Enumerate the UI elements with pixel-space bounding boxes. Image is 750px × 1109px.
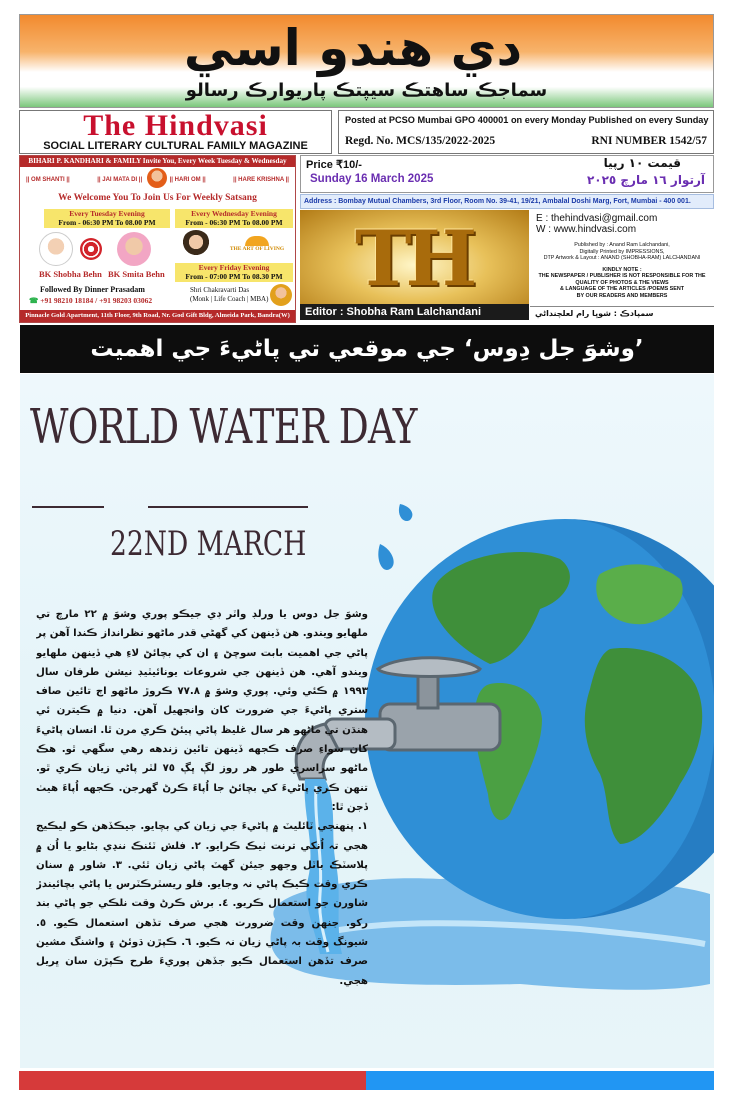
footer-bar-red	[19, 1071, 366, 1090]
friday-time: From - 07:00 PM To 08.30 PM	[185, 272, 283, 281]
registration-row	[345, 135, 707, 147]
disclaimer-heading: KINDLY NOTE :	[602, 266, 642, 273]
monogram-logo: TH	[354, 214, 472, 303]
speaker-1-name: BK Shobha Behn	[39, 269, 102, 279]
phone-numbers	[29, 296, 152, 305]
article-paragraph: وشوَ جل دوس يا ورلڊ واٽر ڊي جيڪو پوري وشوَ ۾ ٢٢ مارچ تي ملهايو ويندو. هن ڏينهن کي گهڻي قدر ماڻهو نظرانداز ڪندا آهن پر پاڻي جي اهميت بابت سوچڻ ۽ ان کي بچائڻ لاءِ هي ڏينهن ملهايو ويندو آهي. هن ڏينهن جي شروعات يونائيٽيڊ نيشن طرفان سال ١٩٩٣ ۾ ڪئي وئي. پوري وشوَ ۾ ٧٧.٨ ڪروڙ ماڻهو اڄ تائين صاف ستري پاڻيءَ جي ضرورت کان وانجهيل آهن. دنيا ۾ ڪيترن ئي هنڌن تي ماڻهو هر سال غليظ پاڻي پيئڻ ڪري مرن ٿا. انسان پاڻيءَ کان سواءِ صرف ڪجهه ڏينهن تائين زندهه رهي سگهي ٿو. هڪ ماڻهو سراسري طور هر روز لڳ ڀڳ ٧٥ لٽر پاڻي زيان ڪري ٿو. تنهن ڪري پاڻيءَ کي بچائڻ جا اُپاءَ ڪرڻ گهرجن. ڪجهه اُپاءَ هيٺ ڏجن ٿا:	[36, 609, 368, 813]
brahma-kumaris-logo-icon	[80, 238, 102, 260]
postal-info	[338, 110, 714, 154]
disclaimer-line: THE NEWSPAPER / PUBLISHER IS NOT RESPONSIBLE FOR THE	[538, 273, 706, 279]
guest-name: Shri Chakravarti Das	[190, 286, 250, 294]
tuesday-time: From - 06:30 PM To 08.00 PM	[58, 218, 156, 227]
office-address: Address : Bombay Mutual Chambers, 3rd Floor, Room No. 39-41, 19/21, Ambalal Doshi Marg, Fort, Mumbai - 400 001.	[300, 194, 714, 209]
contact-website[interactable]: W : www.hindvasi.com	[536, 224, 637, 235]
rni-number: RNI NUMBER 1542/57	[591, 135, 707, 147]
publishing-credits	[530, 242, 714, 262]
article-paragraph: ١. پنهنجي ٽائليٽ ۾ پاڻيءَ جي زيان کي بچايو. جيڪڏهن ڪو ليڪيج هجي تہ اُنکي ترنت ٺيڪ ڪرايو. ٢. فلش ٽئنڪ ننڍي بڻايو يا اُن ۾ پلاسٽڪ باٽل وجهو جيئن گهٽ پاڻي زيان ٿئي. ٣. شاور ۾ سنان ڪري وقت ڪيڪ پاڻي نہ وجايو. فلو ريسٽرڪٽرس يا پاڻي بچائيندڙ شاورن جو استعمال ڪريو. ٤. برش ڪرڻ وقت نلڪي جو پاڻي بند رکو. جنهن وقت ضرورت هجي صرف تڏهن استعمال ڪيو. ٥. شيونگ وقت بہ پاڻي زيان نہ ڪيو. ٦. ڪپڙن ڌوئڻ ۽ واشنگ مشين صرف تڏهن استعمال ڪيو جڏهن پوريءَ طرح ڪپڙن سان ڀريل هجي.	[36, 821, 368, 987]
chant-item: || HARI OM ||	[169, 177, 206, 183]
title-divider	[148, 506, 308, 508]
dinner-note: Followed By Dinner Prasadam	[40, 285, 145, 294]
wednesday-schedule	[175, 209, 293, 228]
chant-item: || OM SHANTI ||	[26, 177, 70, 183]
article-body	[36, 605, 368, 1065]
published-by: Published by : Anand Ram Lalchandani,	[574, 242, 670, 248]
disclaimer-line: & LANGUAGE OF THE ARTICLES /POEMS SENT	[559, 286, 685, 292]
disclaimer	[530, 267, 714, 300]
art-of-living-label: THE ART OF LIVING	[229, 246, 285, 252]
contact-block	[530, 210, 714, 320]
globe-drip	[399, 504, 412, 521]
speaker-2-name: BK Smita Behn	[108, 269, 165, 279]
footer-bar-blue	[366, 1071, 714, 1090]
masthead-title: دي هندو اسي	[183, 19, 523, 77]
wednesday-title: Every Wednesday Evening	[191, 209, 277, 218]
dtp-credit: DTP Artwork & Layout : ANAND (SHOBHA-RAM) LALCHANDANI	[543, 255, 701, 261]
price-english: Price ₹10/-	[306, 159, 362, 171]
friday-schedule	[175, 263, 293, 282]
posted-line: Posted at PCSO Mumbai GPO 400001 on every Monday Published on every Sunday	[345, 115, 709, 125]
brand-tagline: SOCIAL LITERARY CULTURAL FAMILY MAGAZINE	[43, 140, 308, 152]
speaker-1-photo	[39, 232, 73, 266]
issue-info	[300, 155, 714, 193]
art-of-living-logo	[224, 236, 290, 256]
phone-text: +91 98210 18184 / +91 98203 03062	[40, 296, 153, 305]
magazine-logo	[300, 210, 529, 320]
registration-number: Regd. No. MCS/135/2022-2025	[345, 135, 496, 147]
guru-avatar	[147, 168, 167, 188]
contact-email[interactable]: E : thehindvasi@gmail.com	[536, 213, 658, 224]
poster-title: WORLD WATER DAY	[30, 399, 417, 455]
guest-photo	[270, 284, 292, 306]
disclaimer-line: QUALITY OF PHOTOS & THE VIEWS	[575, 279, 669, 286]
title-divider	[32, 506, 104, 508]
wednesday-time: From - 06:30 PM To 08.00 PM	[185, 218, 283, 227]
speaker-2-photo	[117, 232, 151, 266]
disclaimer-line: BY OUR READERS AND MEMBERS	[576, 292, 668, 299]
tap-body	[380, 704, 500, 750]
whatsapp-icon: ☎	[29, 296, 39, 305]
tuesday-title: Every Tuesday Evening	[69, 209, 145, 218]
chant-item: || JAI MATA DI ||	[97, 177, 143, 183]
masthead	[19, 14, 714, 108]
sun-icon	[245, 236, 269, 246]
tap-stem	[418, 674, 438, 708]
satsang-welcome: We Welcome You To Join Us For Weekly Satsang	[58, 193, 257, 203]
tuesday-schedule	[44, 209, 170, 228]
brand-name: The Hindvasi	[83, 109, 268, 142]
editor-credit-sindhi: سمپادڪ : شوڀا رام لعلچنداڻي	[530, 306, 714, 320]
date-english: Sunday 16 March 2025	[310, 173, 434, 185]
satsang-address: Pinnacle Gold Apartment, 11th Floor, 9th Road, Nr. God Gift Bldg, Almeida Park, Bandra(W)	[20, 310, 295, 322]
masthead-subtitle: سماجڪ ساهتڪ سيپتڪ پاريوارڪ رسالو	[185, 80, 548, 101]
printed-by: Digitally Printed by IMPRESSIONS,	[579, 248, 665, 255]
satsang-advertisement	[19, 155, 296, 323]
date-sindhi: آرتوار ١٦ مارچ ٢٠٢٥	[586, 173, 705, 187]
friday-title: Every Friday Evening	[198, 263, 270, 272]
satsang-header: BIHARI P. KANDHARI & FAMILY Invite You, Every Week Tuesday & Wednesday	[20, 156, 295, 167]
guru-photo	[181, 230, 211, 260]
page-headline: ’وشوَ جل دِوس‘ جي موقعي تي پاڻيءَ جي اهميت	[20, 325, 714, 373]
poster-date: 22ND MARCH	[110, 524, 307, 564]
brand-block	[19, 110, 332, 154]
chant-item: || HARE KRISHNA ||	[233, 177, 289, 183]
globe-drip	[378, 544, 393, 570]
guest-description: (Monk | Life Coach | MBA)	[190, 295, 269, 303]
editor-credit: Editor : Shobha Ram Lalchandani	[300, 304, 529, 320]
price-sindhi: قيمت ١٠ رپيا	[603, 156, 681, 170]
